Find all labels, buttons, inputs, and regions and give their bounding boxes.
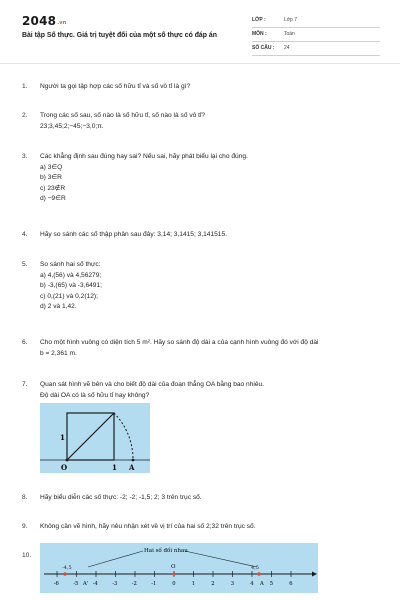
point-a	[132, 459, 135, 462]
answer-option: b) -3,(65) và -3,6491;	[40, 282, 102, 289]
answer-option: b) 3∈R	[40, 174, 62, 181]
caption-pointer-left	[88, 551, 143, 567]
meta-value: Lớp 7	[284, 17, 298, 23]
question-number: 6.	[22, 339, 28, 346]
logo-main: 2048	[22, 14, 57, 28]
question-number: 4.	[22, 231, 28, 238]
answer-option: a) 3∈Q	[40, 163, 63, 171]
question-text: So sánh hai số thực:	[40, 261, 101, 268]
question-text: Quan sát hình vẽ bên và cho biết độ dài của đoạn thẳng OA bằng bao nhiêu.	[40, 381, 264, 388]
number-line-svg	[40, 543, 318, 593]
figure-number-line	[40, 543, 318, 593]
tick-label: 1	[191, 581, 196, 587]
tick-label: 5	[269, 581, 274, 587]
label-point-a: A	[129, 463, 135, 472]
diagonal-line	[67, 413, 114, 460]
question-text: Người ta gọi tập hợp các số hữu tỉ và số vô tỉ là gì?	[40, 83, 191, 90]
answer-option: c) 0,(21) và 0,2(12);	[40, 292, 98, 300]
point-a-prime	[63, 572, 67, 576]
answer-option: c) 23∉R	[40, 184, 66, 192]
figure-square-diagonal	[40, 403, 150, 473]
question-number: 8.	[22, 494, 28, 501]
document-header	[0, 0, 400, 62]
tick-label: -4	[92, 581, 98, 587]
tick-label: 3	[230, 581, 235, 587]
point-label-right: 4,5	[251, 565, 259, 571]
caption-opposite-numbers: Hai số đối nhau	[144, 548, 188, 554]
point-a	[257, 572, 261, 576]
meta-row-count	[252, 42, 380, 56]
meta-value: Toán	[284, 31, 295, 37]
question-text: Trong các số sau, số nào là số hữu tỉ, số nào là số vô tỉ?	[40, 112, 206, 119]
origin-point	[172, 572, 175, 575]
tick-label: -5	[73, 581, 79, 587]
label-side-left: 1	[60, 433, 65, 442]
question-text: Hãy so sánh các số thập phân sau đây: 3,14; 3,1415; 3,141515.	[40, 231, 227, 238]
label-side-bottom: 1	[112, 463, 117, 472]
meta-row-subject	[252, 28, 380, 42]
question-text: Các khẳng định sau đúng hay sai? Nếu sai, hãy phát biểu lại cho đúng.	[40, 153, 248, 160]
page-title: Bài tập Số thực. Giá trị tuyệt đối của một số thực có đáp án	[22, 32, 217, 39]
meta-row-grade	[252, 14, 380, 28]
question-number: 9.	[22, 523, 28, 530]
label-point-o: O	[61, 463, 68, 472]
tick-labels	[54, 581, 293, 587]
figure-square-svg	[40, 403, 150, 473]
question-text: Hãy biểu diễn các số thực: -2; -2; -1,5; 2; 3 trên trục số.	[40, 494, 202, 501]
question-text: Độ dài OA có là số hữu tỉ hay không?	[40, 391, 150, 399]
answer-option: d) −9∈R	[40, 195, 66, 202]
question-number: 2.	[22, 112, 28, 119]
compass-arc	[114, 413, 133, 460]
question-number: 3.	[22, 153, 28, 160]
meta-value: 24	[284, 45, 290, 51]
question-text: Cho một hình vuông có diện tích 5 m². Hãy so sánh độ dài a của cạnh hình vuông đó với độ dài	[40, 339, 319, 346]
tick-label: A	[259, 581, 264, 587]
tick-label: -3	[112, 581, 118, 587]
question-number: 5.	[22, 261, 28, 268]
question-text: Không cần vẽ hình, hãy nêu nhận xét về vị trí của hai số 2;32 trên trục số.	[40, 523, 256, 530]
point-o	[66, 459, 69, 462]
axis-arrow	[312, 572, 317, 577]
tick-label: 2	[211, 581, 215, 587]
meta-label: LỚP :	[252, 17, 266, 23]
question-text: 23;3,45;2;−45;−3,0;π.	[40, 122, 104, 130]
tick-label: -2	[131, 581, 137, 587]
meta-label: MÔN :	[252, 31, 267, 37]
answer-option: a) 4,(56) và 4,56279;	[40, 271, 102, 279]
header-divider	[0, 63, 400, 64]
meta-label: SỐ CÂU :	[252, 45, 275, 51]
site-logo[interactable]	[22, 14, 67, 28]
tick-label: -6	[53, 581, 59, 587]
tick-label: 0	[172, 581, 176, 587]
tick-label: -1	[151, 581, 157, 587]
point-label-left: -4,5	[62, 565, 72, 571]
tick-label: A'	[83, 581, 89, 587]
logo-sub: .vn	[57, 20, 67, 26]
question-number: 10.	[22, 552, 32, 559]
tick-label: 4	[250, 581, 254, 587]
question-text: b = 2,361 m.	[40, 349, 77, 357]
answer-option: d) 2 và 1,42.	[40, 303, 77, 310]
tick-label: 6	[289, 581, 293, 587]
question-number: 7.	[22, 381, 28, 388]
question-number: 1.	[22, 83, 28, 90]
origin-label: O	[171, 564, 176, 570]
caption-pointer-right	[185, 551, 257, 567]
